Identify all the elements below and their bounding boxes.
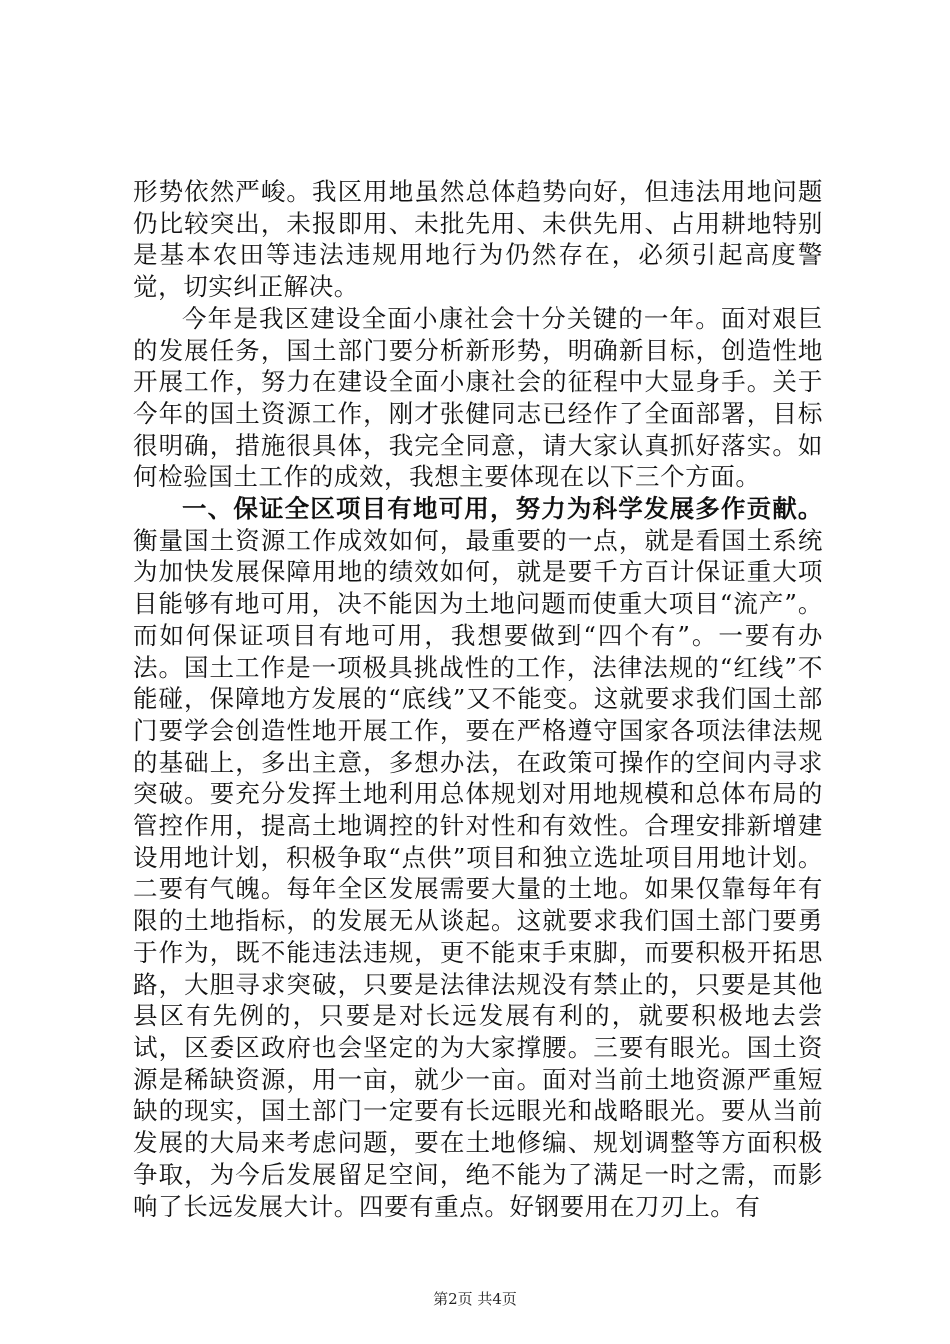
paragraph-intro: 今年是我区建设全面小康社会十分关键的一年。面对艰巨的发展任务，国土部门要分析新形势，明确新目标，创造性地开展工作，努力在建设全面小康社会的征程中大显身手。关于今年的国土资源工作，刚才张健同志已经作了全面部署，目标很明确，措施很具体，我完全同意，请大家认真抓好落实。如何检验国土工作的成效，我想主要体现在以下三个方面。 [133, 303, 823, 492]
document-body [133, 176, 823, 1222]
paragraph-section-one [133, 493, 823, 1222]
page-footer: 第2页 共4页 [433, 1290, 517, 1308]
section-heading: 一、保证全区项目有地可用，努力为科学发展多作贡献。 [182, 494, 823, 524]
paragraph-continuation: 形势依然严峻。我区用地虽然总体趋势向好，但违法用地问题仍比较突出，未报即用、未批先用、未供先用、占用耕地特别是基本农田等违法违规用地行为仍然存在，必须引起高度警觉，切实纠正解决。 [133, 177, 823, 302]
section-body-text: 衡量国土资源工作成效如何，最重要的一点，就是看国土系统为加快发展保障用地的绩效如何，就是要千方百计保证重大项目能够有地可用，决不能因为土地问题而使重大项目“流产”。而如何保证项目有地可用，我想要做到“四个有”。一要有办法。国土工作是一项极具挑战性的工作，法律法规的“红线”不能碰，保障地方发展的“底线”又不能变。这就要求我们国土部门要学会创造性地开展工作，要在严格遵守国家各项法律法规的基础上，多出主意，多想办法，在政策可操作的空间内寻求突破。要充分发挥土地利用总体规划对用地规模和总体布局的管控作用，提高土地调控的针对性和有效性。合理安排新增建设用地计划，积极争取“点供”项目和独立选址项目用地计划。二要有气魄。每年全区发展需要大量的土地。如果仅靠每年有限的土地指标，的发展无从谈起。这就要求我们国土部门要勇于作为，既不能违法违规，更不能束手束脚，而要积极开拓思路，大胆寻求突破，只要是法律法规没有禁止的，只要是其他县区有先例的，只要是对长远发展有利的，就要积极地去尝试，区委区政府也会坚定的为大家撑腰。三要有眼光。国土资源是稀缺资源，用一亩，就少一亩。面对当前土地资源严重短缺的现实，国土部门一定要有长远眼光和战略眼光。要从当前发展的大局来考虑问题，要在土地修编、规划调整等方面积极争取，为今后发展留足空间，绝不能为了满足一时之需，而影响了长远发展大计。四要有重点。好钢要用在刀刃上。有 [133, 525, 823, 1221]
